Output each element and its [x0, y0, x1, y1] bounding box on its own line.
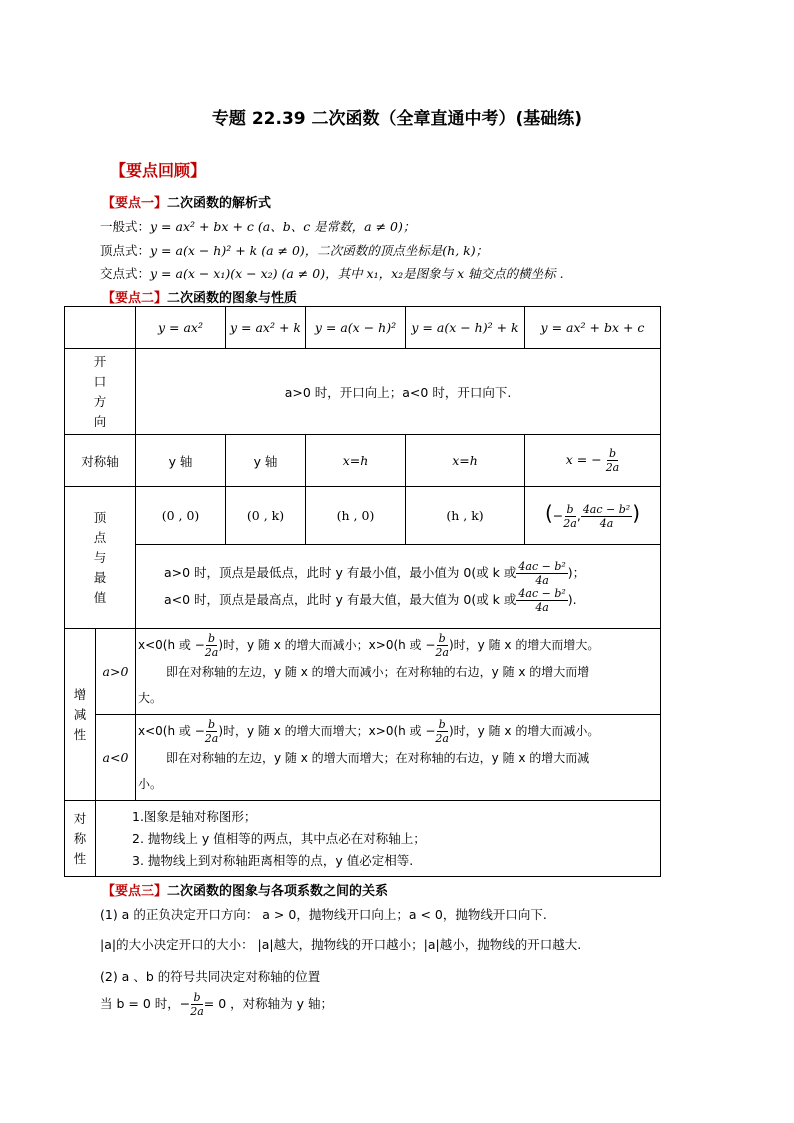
header-form-5: y = ax² + bx + c: [525, 307, 661, 349]
apos-line-3: 大。: [138, 691, 163, 705]
mono-pos-row: [65, 629, 661, 715]
frac-numerator: b: [566, 503, 574, 516]
symmetry-label-char: 称: [73, 830, 87, 846]
header-form-2: y = ax² + k: [226, 307, 306, 349]
aneg-line-1: [138, 718, 656, 745]
extreme-text: [136, 545, 661, 629]
aneg-text-c: )时，y 随 x 的增大而减小。: [448, 724, 600, 738]
frac-denominator: 2a: [435, 646, 449, 659]
kp3-line-3: (2) a 、b 的符号共同决定对称轴的位置: [100, 969, 321, 984]
frac-numerator: 4ac − b²: [582, 503, 631, 516]
vertex-value: (0 , 0): [136, 487, 226, 545]
axis-label: 对称轴: [65, 435, 136, 487]
kp2-bracket: 【要点二】: [102, 291, 168, 306]
opening-text: a>0 时，开口向上；a<0 时，开口向下.: [136, 349, 661, 435]
apos-label: a>0: [96, 629, 136, 715]
apos-line-1: [138, 632, 656, 659]
general-form-label: 一般式：: [100, 219, 151, 234]
kp3-bracket: 【要点三】: [102, 884, 168, 899]
page-title: 专题 22.39 二次函数（全章直通中考）(基础练): [211, 109, 583, 129]
axis-value: y 轴: [136, 435, 226, 487]
aneg-line-3: 小。: [138, 777, 163, 791]
frac-numerator: b: [438, 718, 446, 731]
vertex-value: (0 , k): [226, 487, 306, 545]
vertex-fraction-y: [581, 503, 632, 530]
table-header-row: [65, 307, 661, 349]
frac-denominator: 4a: [535, 600, 549, 614]
kp3-line-1: (1) a 的正负决定开口方向： a > 0，抛物线开口向上；a < 0，抛物线开口向下.: [100, 907, 547, 922]
vertex-label-char: 顶: [93, 509, 107, 525]
vertex-label-char: 值: [93, 589, 107, 605]
apos-fraction: [205, 632, 219, 659]
kp3-line-4-post: = 0 ，对称轴为 y 轴；: [203, 996, 334, 1011]
general-form-line: [100, 217, 415, 235]
axis-row: [65, 435, 661, 487]
kp3-fraction: [190, 991, 204, 1018]
intercept-form-label: 交点式：: [100, 266, 151, 281]
mono-neg-row: [65, 715, 661, 801]
frac-denominator: 2a: [204, 732, 219, 745]
kp3-line-4-pre: 当 b = 0 时，−: [100, 996, 191, 1011]
kp3-line-2: |a|的大小决定开口的大小： |a|越大，抛物线的开口越小；|a|越小，抛物线的开口越大.: [100, 937, 582, 952]
aneg-text-a: x<0(h 或 −: [138, 724, 205, 738]
extreme-pos-end: )；: [567, 564, 586, 580]
aneg-label: a<0: [96, 715, 136, 801]
frac-denominator: 2a: [563, 517, 577, 530]
mono-label-char: 减: [73, 706, 87, 722]
aneg-fraction: [435, 718, 449, 745]
opening-label-char: 向: [93, 413, 107, 429]
symmetry-label: [65, 801, 96, 877]
apos-fraction: [435, 632, 449, 659]
axis-value: x=h: [406, 435, 525, 487]
section-heading: 【要点回顾】: [110, 161, 207, 180]
frac-denominator: 2a: [204, 646, 219, 659]
kp2-heading: [102, 287, 297, 306]
symmetry-label-char: 对: [73, 810, 87, 826]
frac-numerator: b: [438, 632, 446, 645]
apos-text-c: )时，y 随 x 的增大而增大。: [448, 638, 600, 652]
kp3-heading: [102, 880, 388, 899]
vertex-form-label: 顶点式：: [100, 243, 151, 258]
frac-numerator: 4ac − b²: [518, 559, 566, 573]
kp3-line-4: [100, 991, 333, 1018]
kp1-heading: [102, 192, 271, 211]
apos-text-b: )时，y 随 x 的增大而减小；x>0(h 或 −: [218, 638, 436, 652]
general-form-formula: y = ax² + bx + c (a、b、c 是常数，a ≠ 0)；: [150, 219, 416, 234]
intercept-form-line: [100, 264, 564, 282]
extreme-neg-end: ).: [567, 591, 577, 607]
axis-value: x=h: [306, 435, 406, 487]
header-form-4: y = a(x − h)² + k: [406, 307, 525, 349]
opening-label-char: 开: [93, 353, 107, 369]
vertex-row: [65, 487, 661, 545]
symmetry-item: 3. 抛物线上到对称轴距离相等的点，y 值必定相等.: [132, 852, 414, 868]
frac-denominator: 4a: [599, 517, 614, 530]
frac-numerator: b: [608, 447, 616, 460]
frac-denominator: 2a: [605, 461, 620, 474]
properties-table: [64, 306, 661, 877]
table-corner-cell: [65, 307, 136, 349]
opening-label-char: 方: [93, 393, 107, 409]
vertex-label-char: 点: [93, 529, 107, 545]
opening-label-char: 口: [93, 373, 107, 389]
extreme-line-pos: [164, 560, 656, 587]
intercept-form-formula: y = a(x − x₁)(x − x₂) (a ≠ 0)，其中 x₁，x₂是图象与 x 轴交点的横坐标 .: [150, 266, 564, 281]
frac-numerator: b: [193, 991, 201, 1004]
aneg-fraction: [205, 718, 219, 745]
kp2-heading-text: 二次函数的图象与性质: [167, 291, 298, 306]
header-form-3: y = a(x − h)²: [306, 307, 406, 349]
frac-numerator: b: [208, 632, 216, 645]
vertex-form-formula: y = a(x − h)² + k (a ≠ 0)，二次函数的顶点坐标是(h, k)；: [150, 243, 489, 258]
header-form-1: y = ax²: [136, 307, 226, 349]
kp1-bracket: 【要点一】: [102, 196, 168, 211]
extreme-row: [65, 545, 661, 629]
vertex-label-char: 最: [93, 569, 107, 585]
axis-value-general: [525, 435, 661, 487]
axis-prefix: x = −: [565, 452, 602, 467]
symmetry-item: 1.图象是轴对称图形；: [132, 808, 257, 824]
vertex-value-general: (− $\frac{b}{2a}$ , $\frac{\text{4ac − b²}}{4a}$ ): [525, 487, 661, 545]
apos-text: [136, 629, 661, 715]
symmetry-item: 2. 抛物线上 y 值相等的两点，其中点必在对称轴上；: [132, 830, 426, 846]
symmetry-label-char: 性: [73, 850, 87, 866]
aneg-text-b: )时，y 随 x 的增大而增大；x>0(h 或 −: [218, 724, 436, 738]
axis-fraction: [606, 447, 620, 474]
extreme-fraction: [516, 560, 567, 587]
opening-row: [65, 349, 661, 435]
vertex-value: (h , 0): [306, 487, 406, 545]
axis-value: y 轴: [226, 435, 306, 487]
apos-text-a: x<0(h 或 −: [138, 638, 205, 652]
symmetry-text: [96, 801, 661, 877]
mono-label-char: 性: [73, 726, 87, 742]
vertex-value: (h , k): [406, 487, 525, 545]
opening-label: [65, 349, 136, 435]
frac-denominator: 4a: [535, 573, 549, 587]
vertex-label: [65, 487, 136, 629]
frac-denominator: 2a: [190, 1005, 204, 1018]
symmetry-row: [65, 801, 661, 877]
aneg-text: [136, 715, 661, 801]
mono-label-char: 增: [73, 686, 87, 702]
extreme-line-neg: [164, 587, 656, 614]
extreme-neg-text: a<0 时，顶点是最高点，此时 y 有最大值，最大值为 0(或 k 或: [164, 591, 517, 607]
extreme-pos-text: a>0 时，顶点是最低点，此时 y 有最小值，最小值为 0(或 k 或: [164, 564, 517, 580]
kp1-heading-text: 二次函数的解析式: [167, 196, 272, 211]
vertex-form-line: [100, 241, 488, 259]
vertex-fraction-x: [563, 503, 577, 530]
frac-numerator: 4ac − b²: [518, 586, 566, 600]
frac-numerator: b: [208, 718, 216, 731]
apos-line-2: 即在对称轴的左边，y 随 x 的增大而减小；在对称轴的右边，y 随 x 的增大而增: [166, 665, 590, 679]
vertex-label-char: 与: [93, 549, 107, 565]
aneg-line-2: 即在对称轴的左边，y 随 x 的增大而增大；在对称轴的右边，y 随 x 的增大而减: [166, 751, 590, 765]
frac-denominator: 2a: [435, 732, 449, 745]
extreme-fraction: [516, 587, 567, 614]
kp3-heading-text: 二次函数的图象与各项系数之间的关系: [167, 884, 389, 899]
mono-label: [65, 629, 96, 801]
